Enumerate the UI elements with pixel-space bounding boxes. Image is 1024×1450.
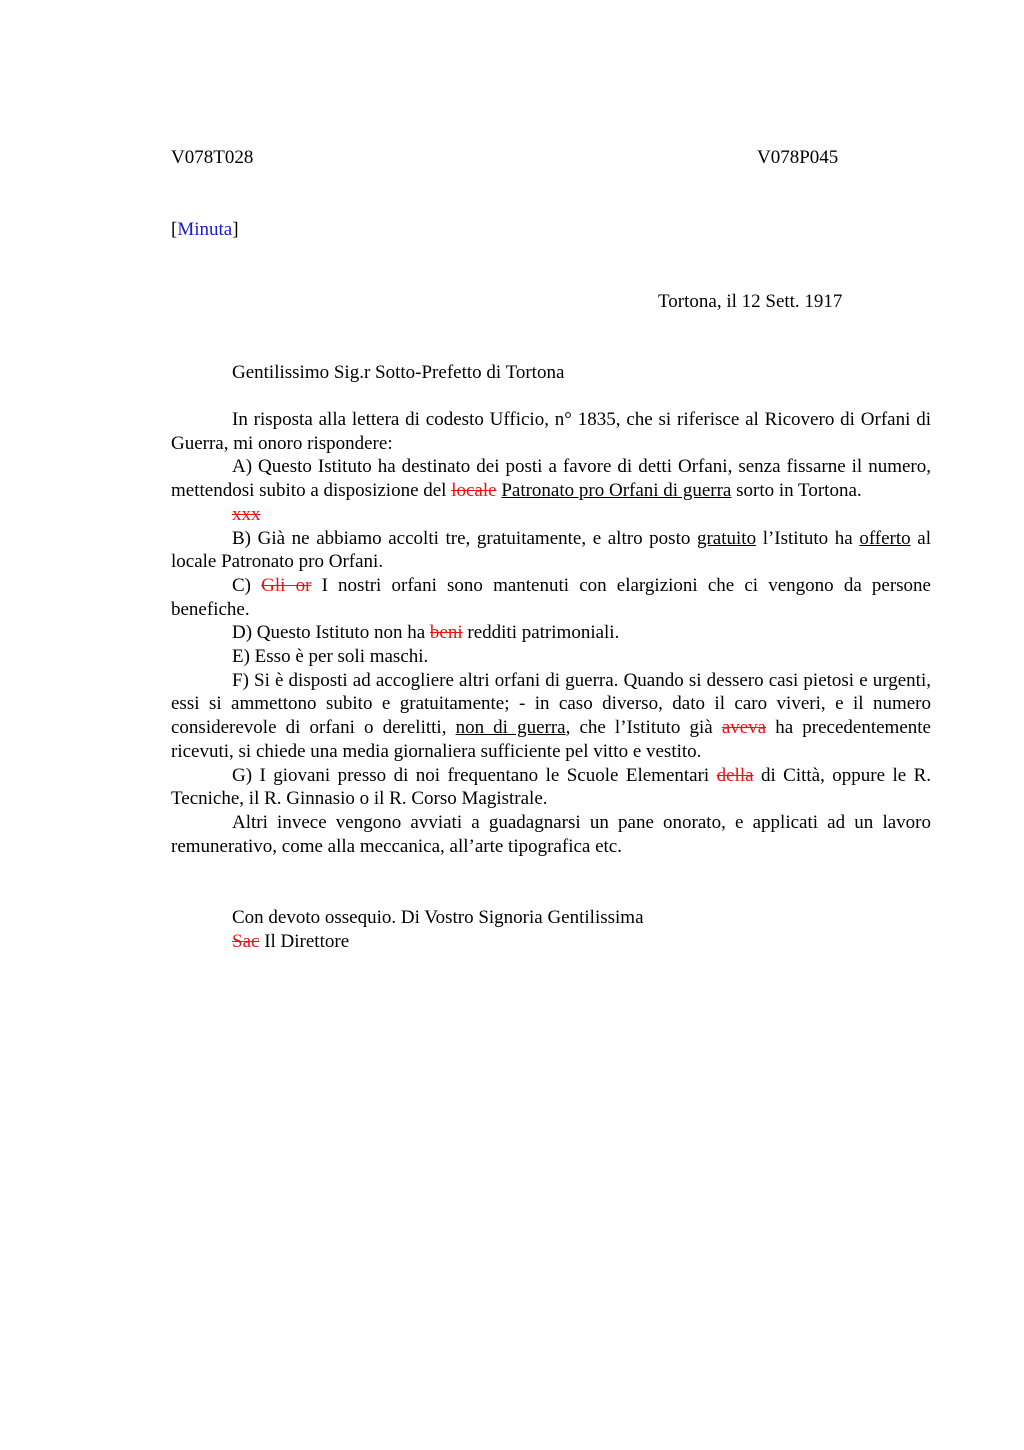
deleted-line: [171, 503, 931, 527]
letter-body: [171, 408, 931, 858]
minuta-bracket-open: [: [171, 219, 178, 240]
item-a-text-end: sorto in Tortona.: [731, 480, 862, 502]
altri-paragraph: Altri invece vengono avviati a guadagnarsi un pane onorato, e applicati ad un lavoro remunerativo, come alla meccanica, all’arte tipografica etc.: [171, 811, 931, 857]
item-b-underline-1: gratuito: [696, 527, 757, 549]
item-b-underline-2: offerto: [859, 527, 911, 549]
item-g-deletion: della: [716, 764, 754, 786]
item-d-deletion: beni: [429, 622, 463, 644]
item-f: F) Si è disposti ad accogliere altri orfani di guerra. Quando si dessero casi pietosi e urgenti, essi si ammettono subito e gratuitamente; - in caso diverso, dato il caro viveri, e il numero considerevole di orfani o derelitti, non di guerra, che l’Istituto già aveva ha precedentemente ricevuti, si chiede una media giornaliera sufficiente pel vitto e vestito.: [171, 669, 931, 762]
salutation: Gentilissimo Sig.r Sotto-Prefetto di Tortona: [232, 362, 565, 383]
item-a: [171, 455, 931, 502]
item-e: E) Esso è per soli maschi.: [232, 646, 429, 668]
archive-code-right: V078P045: [757, 147, 839, 168]
item-a-underline: Patronato pro Orfani di guerra: [501, 480, 732, 502]
closing-line: Con devoto ossequio. Di Vostro Signoria Gentilissima: [232, 907, 644, 928]
item-g: G) I giovani presso di noi frequentano le Scuole Elementari della di Città, oppure le R. Tecniche, il R. Ginnasio o il R. Corso Magistrale.: [171, 764, 931, 810]
signature-title: Il Direttore: [259, 931, 350, 952]
minuta-text: Minuta: [177, 219, 233, 240]
item-a-text: A) Questo Istituto ha destinato dei posti a favore di detti Orfani, senza fissarne il numero, mettendosi subito a disposizione del: [171, 456, 931, 502]
item-c: C) Gli or I nostri orfani sono mantenuti con elargizioni che ci vengono da persone benefiche.: [171, 574, 931, 620]
intro-paragraph: In risposta alla lettera di codesto Ufficio, n° 1835, che si riferisce al Ricovero di Orfani di Guerra, mi onoro rispondere:: [171, 409, 931, 454]
item-a-deletion: locale: [451, 480, 497, 502]
item-f-deletion: aveva: [721, 717, 767, 739]
item-c-deletion: Gli or: [261, 574, 312, 596]
signature-line: [232, 930, 644, 954]
minuta-label: [171, 218, 239, 242]
archive-code-left: V078T028: [171, 147, 254, 168]
date-line: Tortona, il 12 Sett. 1917: [658, 291, 843, 312]
minuta-bracket-close: ]: [232, 219, 239, 240]
item-f-underline: non di guerra: [455, 717, 566, 739]
closing-block: [232, 906, 644, 954]
signature-deletion: Sac: [232, 931, 260, 952]
item-d: D) Questo Istituto non ha beni redditi patrimoniali.: [232, 622, 620, 644]
xxx-deletion: xxx: [232, 503, 261, 525]
item-b: B) Già ne abbiamo accolti tre, gratuitamente, e altro posto gratuito l’Istituto ha offerto al locale Patronato pro Orfani.: [171, 527, 931, 573]
